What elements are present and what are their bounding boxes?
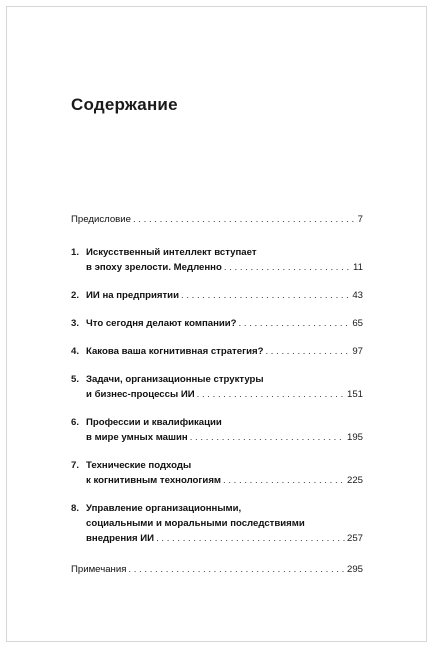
toc-entry-chapter-5 — [71, 372, 363, 402]
toc-entry-page: 97 — [352, 346, 363, 357]
page-title: Содержание — [71, 95, 178, 114]
chapter-number: 4. — [71, 346, 80, 357]
leader-dots — [133, 212, 356, 227]
toc-entry-chapter-4 — [71, 344, 363, 359]
leader-dots — [223, 473, 345, 488]
chapter-title-line: в мире умных машин — [86, 432, 188, 443]
toc-entry-page: 65 — [352, 318, 363, 329]
page — [6, 6, 427, 642]
chapter-number: 8. — [71, 503, 80, 514]
chapter-number: 6. — [71, 417, 80, 428]
toc-entry-chapter-2 — [71, 288, 363, 303]
toc-entry-preface — [71, 212, 363, 227]
chapter-title-line: Искусственный интеллект вступает — [86, 247, 257, 258]
leader-dots — [197, 387, 345, 402]
toc-entry-notes — [71, 562, 363, 577]
chapter-title-line: к когнитивным технологиям — [86, 475, 222, 486]
toc-entry-page: 151 — [346, 389, 363, 400]
chapter-title-line: Технические подходы — [86, 460, 192, 471]
chapter-title-line: Что сегодня делают компании? — [86, 318, 237, 329]
leader-dots — [239, 316, 351, 331]
chapter-number: 1. — [71, 247, 80, 258]
chapter-number: 3. — [71, 318, 80, 329]
chapter-number: 2. — [71, 290, 80, 301]
chapter-title-line: Задачи, организационные структуры — [86, 374, 264, 385]
toc-entry-page: 11 — [353, 262, 363, 273]
toc-entry-page: 43 — [352, 290, 363, 301]
toc-entry-page: 295 — [346, 564, 363, 575]
toc-entry-page: 7 — [357, 214, 363, 225]
toc-entry-chapter-8 — [71, 501, 363, 546]
toc-entry-chapter-6 — [71, 415, 363, 445]
chapter-number: 7. — [71, 460, 80, 471]
leader-dots — [128, 562, 345, 577]
toc-entry-page: 225 — [346, 475, 363, 486]
chapter-title-line: Какова ваша когнитивная стратегия? — [86, 346, 264, 357]
chapter-title-line: в эпоху зрелости. Медленно — [86, 262, 222, 273]
chapter-title-line: ИИ на предприятии — [86, 290, 179, 301]
toc-entry-chapter-1 — [71, 245, 363, 275]
toc-entry-page: 257 — [346, 533, 363, 544]
toc-entry-label: Примечания — [71, 564, 127, 575]
toc-entry-chapter-7 — [71, 458, 363, 488]
chapter-title-line: социальными и моральными последствиями — [86, 518, 305, 529]
leader-dots — [190, 430, 345, 445]
table-of-contents — [71, 212, 363, 577]
toc-entry-page: 195 — [346, 432, 363, 443]
toc-entry-chapter-3 — [71, 316, 363, 331]
leader-dots — [265, 344, 350, 359]
toc-entry-label: Предисловие — [71, 214, 131, 225]
chapter-title-line: Управление организационными, — [86, 503, 242, 514]
leader-dots — [224, 260, 351, 275]
chapter-title-line: внедрения ИИ — [86, 533, 155, 544]
chapter-title-line: Профессии и квалификации — [86, 417, 222, 428]
leader-dots — [156, 531, 345, 546]
chapter-title-line: и бизнес-процессы ИИ — [86, 389, 195, 400]
leader-dots — [181, 288, 350, 303]
chapter-number: 5. — [71, 374, 80, 385]
